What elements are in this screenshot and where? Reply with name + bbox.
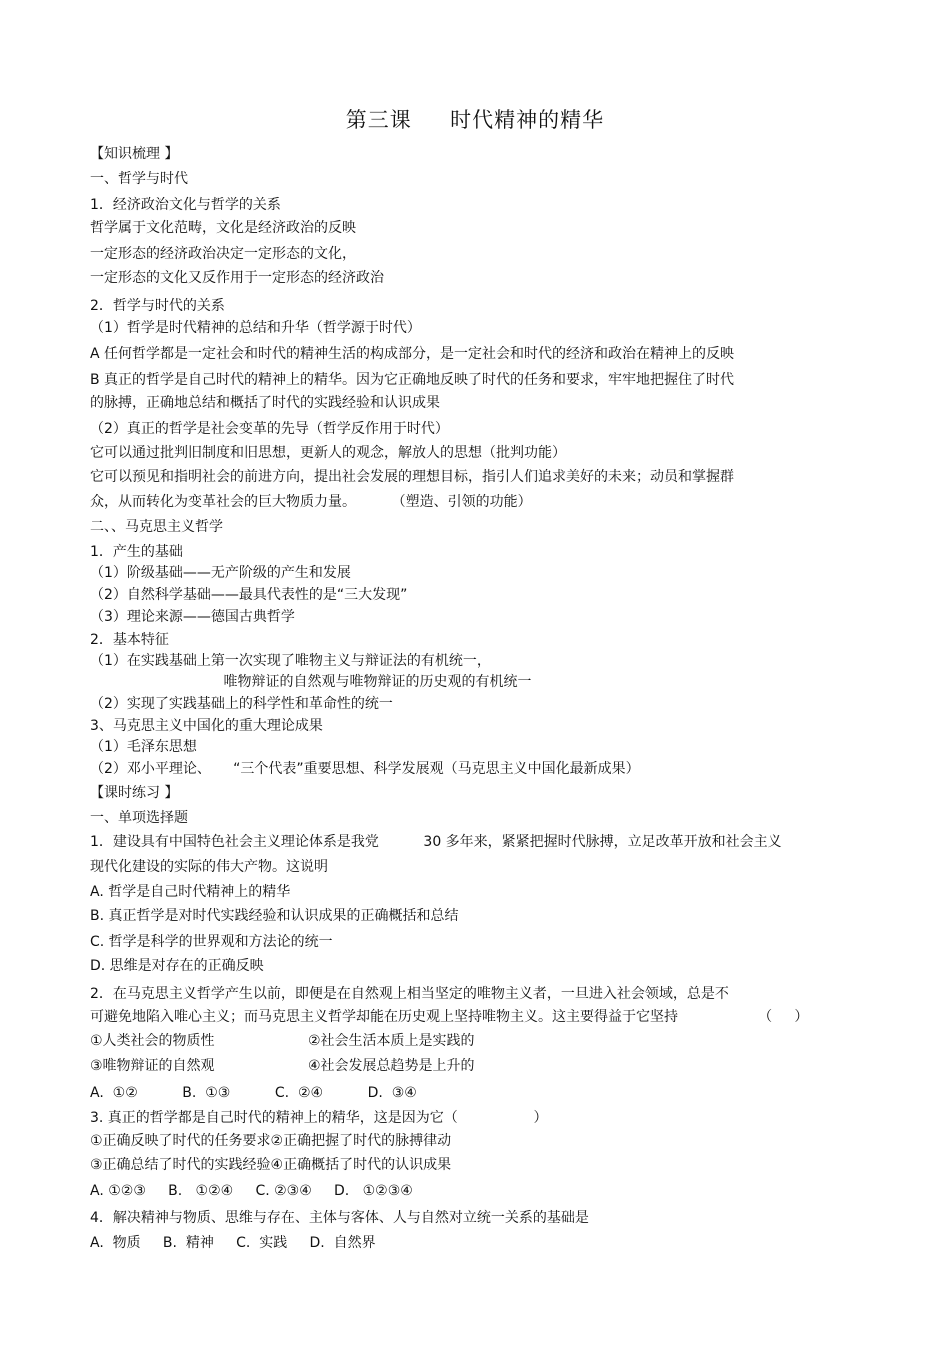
text-line: 众，从而转化为变革社会的巨大物质力量。 （塑造、引领的功能） <box>90 494 532 510</box>
section-heading: 【知识梳理 】 <box>90 146 179 162</box>
text-line: 1．经济政治文化与哲学的关系 <box>90 197 281 213</box>
option-line: ①正确反映了时代的任务要求②正确把握了时代的脉搏律动 <box>90 1133 452 1149</box>
text-line: 3、马克思主义中国化的重大理论成果 <box>90 718 323 734</box>
text-line: 2．基本特征 <box>90 632 169 648</box>
text-line: （1）阶级基础——无产阶级的产生和发展 <box>90 565 351 581</box>
option-line: A. ①② B. ①③ C. ②④ D. ③④ <box>90 1085 417 1101</box>
option-line: C. 哲学是科学的世界观和方法论的统一 <box>90 934 333 950</box>
option-line: ③正确总结了时代的实践经验④正确概括了时代的认识成果 <box>90 1157 452 1173</box>
text-line: 2．哲学与时代的关系 <box>90 298 225 314</box>
text-line: （1）在实践基础上第一次实现了唯物主义与辩证法的有机统一， <box>90 653 491 669</box>
text-line: 1．产生的基础 <box>90 544 183 560</box>
text-line: 它可以预见和指明社会的前进方向，提出社会发展的理想目标，指引人们追求美好的未来；动员和掌握群 <box>90 469 734 485</box>
question-2: 2．在马克思主义哲学产生以前，即便是在自然观上相当坚定的唯物主义者，一旦进入社会领域，总是不 <box>90 986 729 1002</box>
text-line: 的脉搏，正确地总结和概括了时代的实践经验和认识成果 <box>90 395 440 411</box>
text-line: （1）哲学是时代精神的总结和升华（哲学源于时代） <box>90 320 421 336</box>
document-title: 第三课 时代精神的精华 <box>345 108 605 132</box>
text-line: B 真正的哲学是自己时代的精神上的精华。因为它正确地反映了时代的任务和要求，牢牢地把握住了时代 <box>90 372 735 388</box>
option-line: A. 哲学是自己时代精神上的精华 <box>90 884 291 900</box>
option-line: ①人类社会的物质性 ②社会生活本质上是实践的 <box>90 1033 475 1049</box>
option-line: A. ①②③ B. ①②④ C. ②③④ D. ①②③④ <box>90 1183 413 1199</box>
question-1: 1．建设具有中国特色社会主义理论体系是我党 30 多年来，紧紧把握时代脉搏，立足改革开放和社会主义 <box>90 834 782 850</box>
option-line: A. 物质 B. 精神 C. 实践 D. 自然界 <box>90 1235 376 1251</box>
text-line: （2）邓小平理论、 “三个代表”重要思想、科学发展观（马克思主义中国化最新成果） <box>90 761 640 777</box>
text-line: 现代化建设的实际的伟大产物。这说明 <box>90 859 328 875</box>
text-line: （1）毛泽东思想 <box>90 739 197 755</box>
text-line: （2）真正的哲学是社会变革的先导（哲学反作用于时代） <box>90 421 449 437</box>
question-4: 4．解决精神与物质、思维与存在、主体与客体、人与自然对立统一关系的基础是 <box>90 1210 589 1226</box>
option-line: B. 真正哲学是对时代实践经验和认识成果的正确概括和总结 <box>90 908 459 924</box>
text-line: 唯物辩证的自然观与唯物辩证的历史观的有机统一 <box>90 674 532 690</box>
text-line: 哲学属于文化范畴，文化是经济政治的反映 <box>90 220 356 236</box>
text-line: 一定形态的经济政治决定一定形态的文化， <box>90 246 356 262</box>
text-line: 可避免地陷入唯心主义；而马克思主义哲学却能在历史观上坚持唯物主义。这主要得益于它坚持 （ ） <box>90 1009 809 1025</box>
text-line: （3）理论来源——德国古典哲学 <box>90 609 295 625</box>
option-line: D. 思维是对存在的正确反映 <box>90 958 264 974</box>
text-line: （2）实现了实践基础上的科学性和革命性的统一 <box>90 696 393 712</box>
option-line: ③唯物辩证的自然观 ④社会发展总趋势是上升的 <box>90 1058 475 1074</box>
text-line: （2）自然科学基础——最具代表性的是“三大发现” <box>90 587 408 603</box>
text-line: 一定形态的文化又反作用于一定形态的经济政治 <box>90 270 384 286</box>
section-heading: 二、、马克思主义哲学 <box>90 519 223 535</box>
section-heading: 一、单项选择题 <box>90 810 188 826</box>
section-heading: 【课时练习 】 <box>90 785 179 801</box>
text-line: A 任何哲学都是一定社会和时代的精神生活的构成部分，是一定社会和时代的经济和政治在精神上的反映 <box>90 346 735 362</box>
text-line: 它可以通过批判旧制度和旧思想，更新人的观念，解放人的思想（批判功能） <box>90 445 566 461</box>
section-heading: 一、哲学与时代 <box>90 171 188 187</box>
question-3: 3. 真正的哲学都是自己时代的精神上的精华，这是因为它（ ） <box>90 1110 548 1126</box>
